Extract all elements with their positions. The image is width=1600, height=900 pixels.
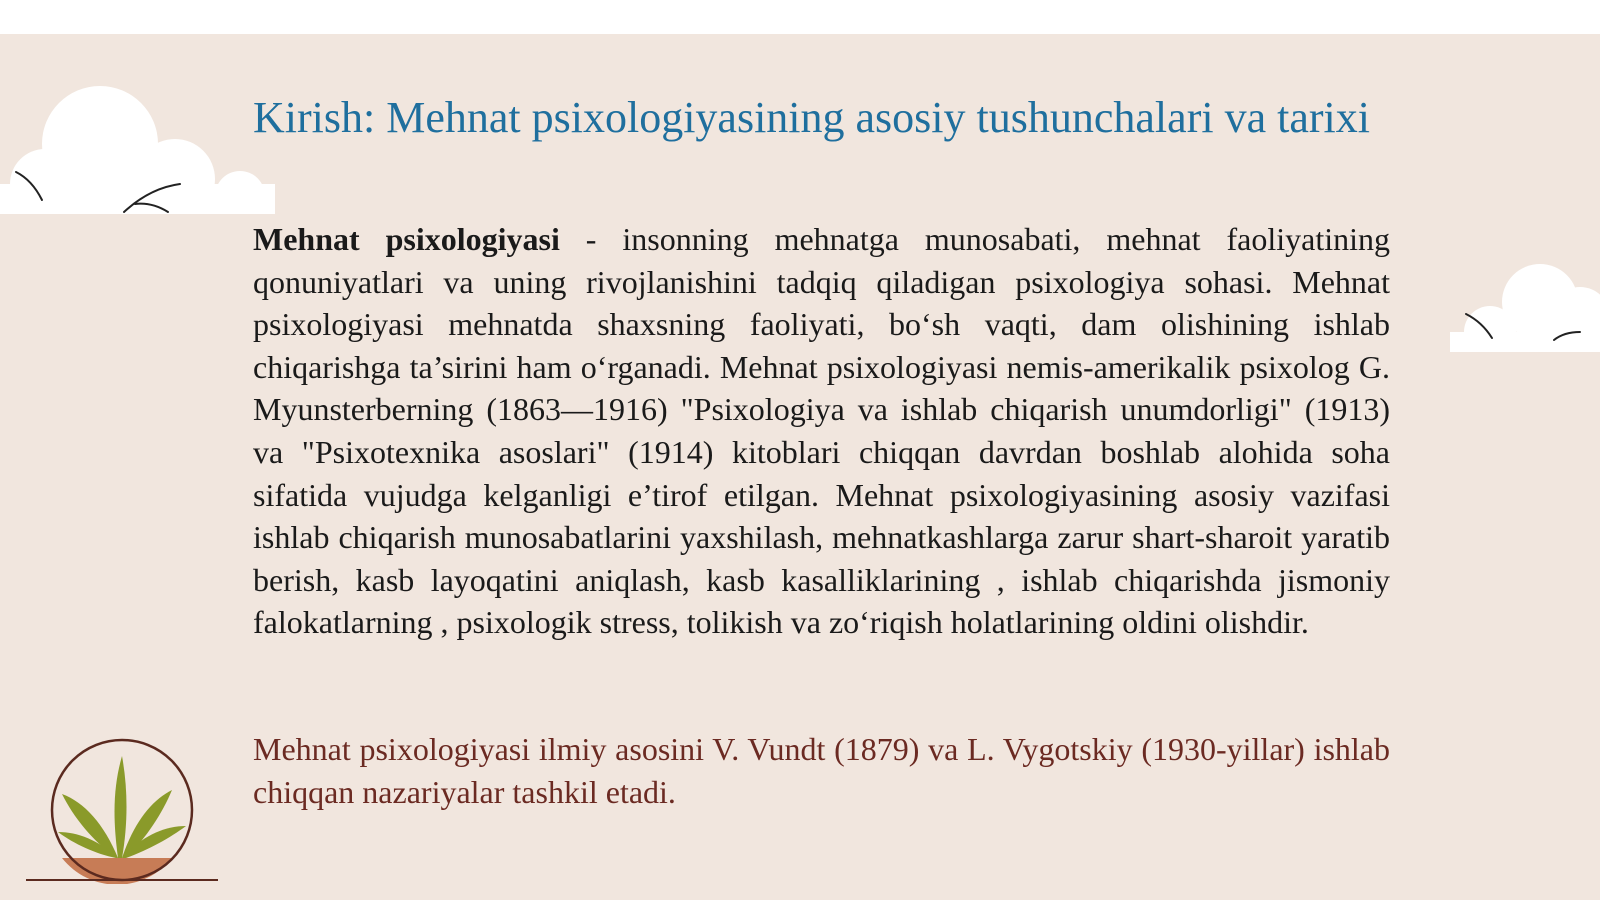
slide (0, 34, 1600, 900)
plant-bowl-icon (22, 734, 222, 884)
main-paragraph (253, 218, 1390, 644)
cloud-right-icon (1430, 262, 1600, 352)
secondary-paragraph: Mehnat psixologiyasi ilmiy asosini V. Vundt (1879) va L. Vygotskiy (1930-yillar) ishlab chiqqan nazariyalar tashkil etadi. (253, 731, 1390, 810)
cloud-left-icon (0, 84, 290, 214)
defined-term: Mehnat psixologiyasi (253, 221, 560, 257)
slide-title: Kirish: Mehnat psixologiyasining asosiy tushunchalari va tarixi (253, 93, 1370, 142)
definition-text: - insonning mehnatga munosabati, mehnat faoliyatining qonuniyatlari va uning rivojlanishini tadqiq qiladigan psixologiya sohasi. Mehnat psixologiyasi mehnatda shaxsning faoliyati, bo‘sh vaqti, dam olishining ishlab chiqarishga ta’sirini ham o‘rganadi. Mehnat psixologiyasi nemis-amerikalik psixolog G. Myunsterberning (1863—1916) "Psixologiya va ishlab chiqarish unumdorligi" (1913) va "Psixotexnika asoslari" (1914) kitoblari chiqqan davrdan boshlab alohida soha sifatida vujudga kelganligi e’tirof etilgan. Mehnat psixologiyasining asosiy vazifasi ishlab chiqarish munosabatlarini yaxshilash, mehnatkashlarga zarur shart-sharoit yaratib berish, kasb layoqatini aniqlash, kasb kasalliklarining , ishlab chiqarishda jismoniy falokatlarning , psixologik stress, tolikish va zo‘riqish holatlarining oldini olishdir. (253, 221, 1390, 641)
